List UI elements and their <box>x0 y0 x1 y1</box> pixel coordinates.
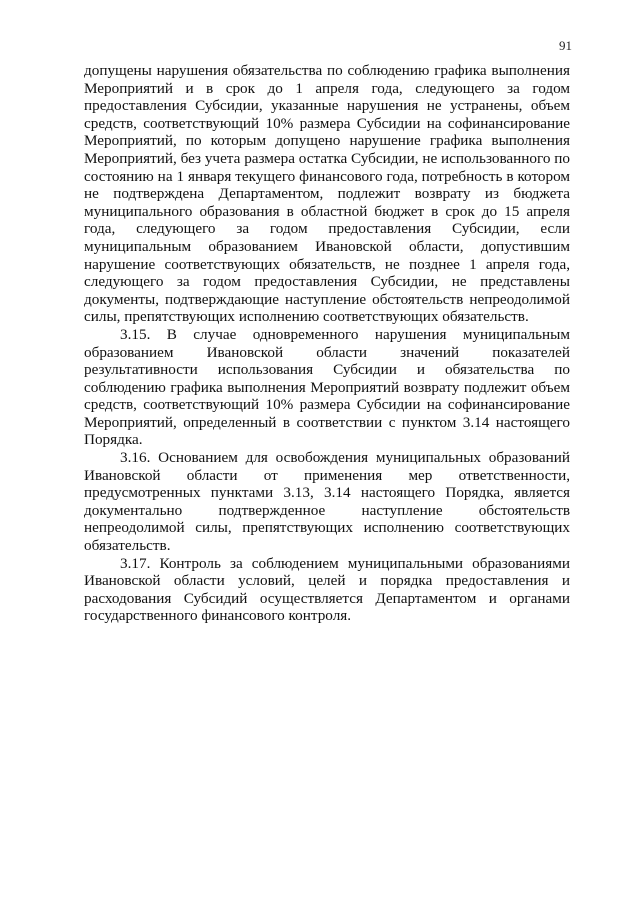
document-body <box>84 62 570 625</box>
paragraph-3-17: 3.17. Контроль за соблюдением муниципальными образованиями Ивановской области условий, целей и порядка предоставления и расходования Субсидий осуществляется Департаментом и органами государственного финансового контроля. <box>84 554 570 625</box>
paragraph-continuation: допущены нарушения обязательства по соблюдению графика выполнения Мероприятий и в срок до 1 апреля года, следующего за годом предоставления Субсидии, указанные нарушения не устранены, объем средств, соответствующий 10% размера Субсидии на софинансирование Мероприятий, по которым допущено нарушение графика выполнения Мероприятий, без учета размера остатка Субсидии, не использованного по состоянию на 1 января текущего финансового года, потребность в котором не подтверждена Департаментом, подлежит возврату из бюджета муниципального образования в областной бюджет в срок до 15 апреля года, следующего за годом предоставления Субсидии, если муниципальным образованием Ивановской области, допустившим нарушение соответствующих обязательств, не позднее 1 апреля года, следующего за годом предоставления Субсидии, не представлены документы, подтверждающие наступление обстоятельств непреодолимой силы, препятствующих исполнению соответствующих обязательств. <box>84 62 570 326</box>
paragraph-3-15: 3.15. В случае одновременного нарушения муниципальным образованием Ивановской области значений показателей результативности использования Субсидии и обязательства по соблюдению графика выполнения Мероприятий возврату подлежит объем средств, соответствующий 10% размера Субсидии на софинансирование Мероприятий, определенный в соответствии с пунктом 3.14 настоящего Порядка. <box>84 325 570 449</box>
page-number: 91 <box>559 38 572 53</box>
paragraph-3-16: 3.16. Основанием для освобождения муниципальных образований Ивановской области от применения мер ответственности, предусмотренных пунктами 3.13, 3.14 настоящего Порядка, является документально подтвержденное наступление обстоятельств непреодолимой силы, препятствующих исполнению соответствующих обязательств. <box>84 449 570 555</box>
